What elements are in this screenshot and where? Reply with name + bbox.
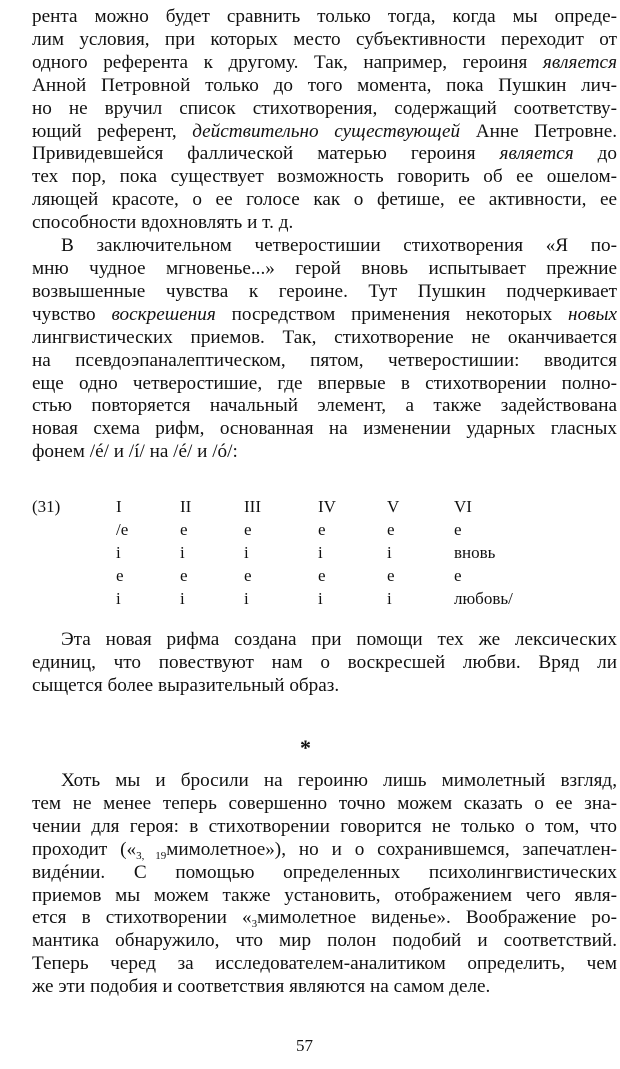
text-fragment: посредством применения некоторых [215,303,569,325]
text-line: Теперь черед за исследователем-аналитиком определить, чем [32,953,617,975]
table-cell: i [387,589,392,608]
body-text-middle [32,629,617,698]
text-fragment: Анне Петровне. [460,120,618,142]
text-fragment: до [573,143,617,165]
text-line: но не вручил список стихотворения, содержащий соответству- [32,97,617,119]
table-cell: e [454,566,462,585]
table-header-cell: IV [318,497,336,516]
text-fragment: чувство [32,303,112,325]
text-line [32,839,617,862]
table-cell: /e [116,520,129,539]
table-header-cell: V [387,497,400,516]
text-line: Анной Петровной только до того момента, пока Пушкин лич- [32,74,617,96]
paragraph-1 [32,6,617,235]
table-cell: e [244,566,252,585]
table-cell: e [318,520,326,539]
text-line: тех пор, пока существует возможность говорить об ее ошелом- [32,166,617,188]
table-cell: e [244,520,252,539]
table-cell: i [318,543,323,562]
text-line: новая схема рифм, основанная на изменении ударных гласных [32,418,617,440]
text-line: видéнии. С помощью определенных психолингвистических [32,861,617,883]
text-fragment: ющий референт, [32,120,193,142]
text-line: Эта новая рифма создана при помощи тех же лексических [61,629,617,650]
table-cell: e [387,520,395,539]
table-cell: i [116,543,121,562]
table-cell: e [180,566,188,585]
text-line: фонем /é/ и /í/ на /é/ и /ó/: [32,441,238,463]
text-line: рента можно будет сравнить только тогда, когда мы опреде- [32,6,617,27]
table-cell: i [244,589,249,608]
subscript-index: 3, 19 [136,849,167,862]
italic-text: является [542,51,617,73]
italic-text: новых [568,303,617,325]
text-line: же эти подобия и соответствия являются на самом деле. [32,976,491,998]
paragraph-3 [32,629,617,698]
table-header-cell: I [116,497,122,516]
table-row [32,520,592,543]
text-fragment: мимолетное виденье». Воображение ро- [257,907,617,929]
italic-text: воскрешения [111,303,216,325]
table-cell: i [180,543,185,562]
text-fragment: мимолетное»), но и о сохранившемся, запечатлен- [166,838,618,860]
table-cell: e [116,566,124,585]
text-line: на псевдоэпаналептическом, пятом, четверостишии: вводится [32,349,617,371]
text-fragment: проходит (« [32,838,137,860]
text-line: мантика обнаружило, что мир полон подобий и соответствий. [32,930,617,952]
text-line [32,121,617,144]
text-line: чении для героя: в стихотворении говорится не только о том, что [32,815,617,837]
table-cell: i [244,543,249,562]
text-line: еще одно четверостишие, где впервые в стихотворении полно- [32,372,617,394]
table-cell: i [180,589,185,608]
table-cell: вновь [454,543,496,562]
text-line: В заключительном четверостишии стихотворения «Я по- [61,235,617,257]
text-line: лингвистических приемов. Так, стихотворение не оканчивается [32,326,617,348]
text-line: единиц, что повествуют нам о воскресшей любви. Вряд ли [32,651,617,673]
table-header-cell: II [180,497,192,516]
table-header-cell: III [244,497,261,516]
text-fragment: одного референта к другому. Так, например, героиня [32,51,543,73]
table-row [32,589,592,612]
table-cell: e [180,520,188,539]
table-cell: i [387,543,392,562]
table-header-row [32,497,592,520]
text-line: тем не менее теперь совершенно точно можем сказать о ее зна- [32,792,617,814]
section-separator: * [300,735,311,760]
text-fragment: ется в стихотворении « [32,907,252,929]
text-line: сыщется более выразительный образ. [32,674,340,696]
paragraph-4 [32,770,617,999]
paragraph-2 [32,235,617,464]
text-line: лим условия, при которых место субъективности переходит от [32,28,617,50]
body-text-top [32,6,617,464]
text-line: Хоть мы и бросили на героиню лишь мимолетный взгляд, [61,770,617,791]
text-line: мню чудное мгновенье...» герой вновь испытывает прежние [32,257,617,279]
table-header-cell: VI [454,497,472,516]
table-row [32,566,592,589]
body-text-bottom [32,770,617,999]
subscript-index: 3 [251,918,258,931]
example-number: (31) [32,497,61,516]
page-number: 57 [296,1036,313,1055]
table-cell: любовь/ [454,589,513,608]
text-line [32,304,617,327]
italic-text: действительно существующей [192,120,461,142]
text-line: способности вдохновлять и т. д. [32,212,294,234]
text-line: возвышенные чувства к героине. Тут Пушкин подчеркивает [32,280,617,302]
table-cell: e [387,566,395,585]
text-line: ляющей красоте, о ее голосе как о фетише, ее активности, ее [32,189,617,211]
text-line [32,907,617,930]
text-line: приемов мы можем также установить, отображением чего явля- [32,884,617,906]
table-cell: i [318,589,323,608]
text-line [32,52,617,75]
table-cell: e [318,566,326,585]
rhyme-scheme-table [32,497,592,612]
text-fragment: Привидевшейся фаллической матерью героиня [32,143,500,165]
italic-text: является [499,143,574,165]
table-cell: e [454,520,462,539]
table-cell: i [116,589,121,608]
text-line: стью повторяется начальный элемент, а также задействована [32,395,617,417]
table-row [32,543,592,566]
text-line [32,143,617,166]
